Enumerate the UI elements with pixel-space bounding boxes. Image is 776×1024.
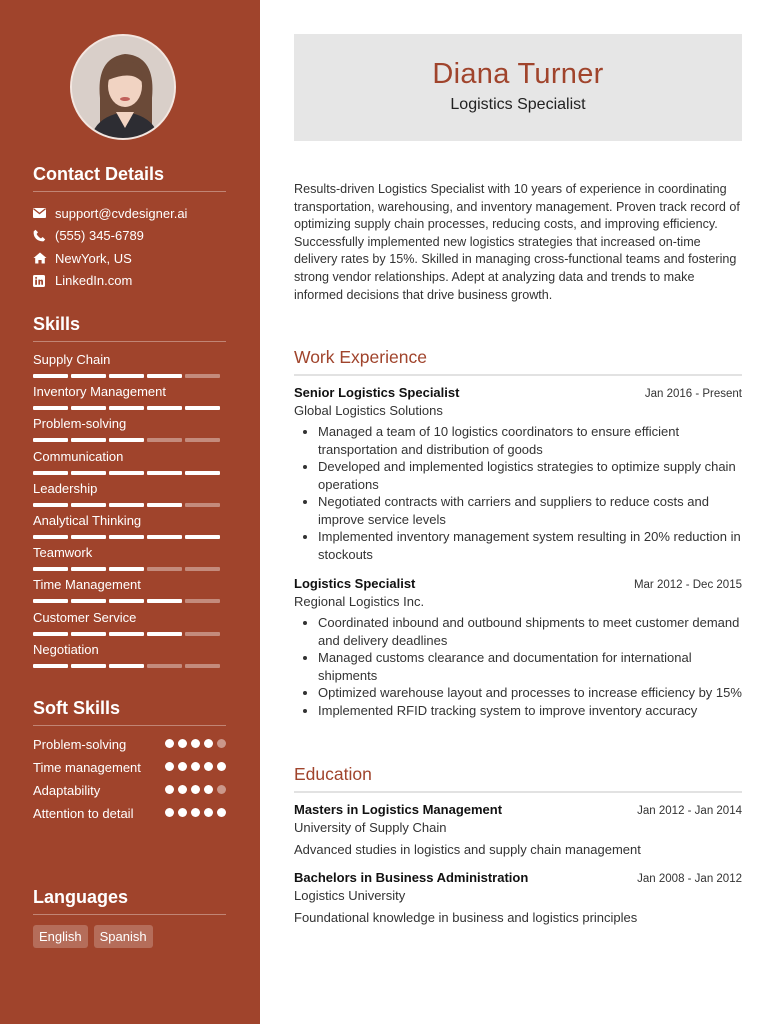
skill-name: Time Management: [33, 577, 141, 593]
education-title: Education: [294, 764, 742, 793]
contact-linkedin-text: LinkedIn.com: [55, 273, 133, 289]
skill-level-bar: [33, 406, 226, 410]
skill-level-segment: [109, 632, 144, 636]
skill-level-segment: [185, 535, 220, 539]
skill-level-segment: [33, 406, 68, 410]
skill-item: [33, 481, 226, 513]
rating-dot: [191, 785, 200, 794]
rating-dot: [191, 762, 200, 771]
contact-phone[interactable]: [33, 225, 226, 248]
contact-linkedin[interactable]: [33, 270, 226, 293]
skill-level-bar: [33, 374, 226, 378]
skill-level-segment: [33, 374, 68, 378]
education-dates: Jan 2008 - Jan 2012: [637, 873, 742, 885]
job-company: Regional Logistics Inc.: [294, 594, 425, 609]
skill-level-bar: [33, 567, 226, 571]
school-name: University of Supply Chain: [294, 820, 447, 835]
skills-title: Skills: [33, 314, 226, 342]
skill-level-segment: [185, 632, 220, 636]
skill-level-segment: [33, 438, 68, 442]
soft-skills-title: Soft Skills: [33, 698, 226, 726]
skill-level-segment: [147, 599, 182, 603]
rating-dot: [217, 808, 226, 817]
job-entry: [294, 385, 742, 563]
rating-dot: [204, 739, 213, 748]
skill-level-segment: [147, 567, 182, 571]
skill-level-segment: [147, 438, 182, 442]
job-dates: Jan 2016 - Present: [644, 388, 742, 400]
skill-level-segment: [71, 599, 106, 603]
profile-photo: [72, 36, 176, 140]
skill-item: [33, 610, 226, 642]
soft-skills-section: [33, 698, 226, 822]
skill-level-bar: [33, 471, 226, 475]
job-bullet: • Developed and implemented logistics strategies to optimize supply chain operations: [318, 458, 742, 493]
rating-dot: [191, 808, 200, 817]
job-bullet: • Managed a team of 10 logistics coordinators to ensure efficient transportation and distribution of goods: [318, 423, 742, 458]
skill-level-segment: [109, 374, 144, 378]
rating-dot: [178, 808, 187, 817]
skill-item: [33, 577, 226, 609]
skills-list: [33, 352, 226, 674]
job-bullet: • Negotiated contracts with carriers and suppliers to reduce costs and improve service levels: [318, 493, 742, 528]
summary-text: Results-driven Logistics Specialist with 10 years of experience in coordinating transportation, warehousing, and inventory management. Proven track record of optimizing supply chain processes, reducing costs, and improving efficiency. Successfully implemented new logistics strategies that increased on-time delivery rates by 15%. Skilled in managing cross-functional teams and fostering strong vendor relationships. Adept at analyzing data and trends to make informed decisions that drive business growth.: [294, 182, 740, 302]
language-tag: Spanish: [94, 925, 153, 948]
job-bullets: [294, 423, 742, 563]
skill-name: Customer Service: [33, 609, 137, 625]
skill-level-segment: [185, 471, 220, 475]
languages-section: [33, 887, 226, 948]
skill-level-segment: [33, 567, 68, 571]
skill-level-segment: [185, 374, 220, 378]
contact-phone-text: (555) 345-6789: [55, 228, 144, 244]
soft-skill-rating: [165, 739, 226, 748]
skill-item: [33, 545, 226, 577]
skill-level-segment: [147, 374, 182, 378]
rating-dot: [204, 808, 213, 817]
skill-level-bar: [33, 599, 226, 603]
school-name: Logistics University: [294, 888, 406, 903]
job-bullet: • Optimized warehouse layout and processes to increase efficiency by 15%: [318, 684, 742, 702]
skill-level-segment: [33, 535, 68, 539]
linkedin-icon: [33, 275, 55, 287]
skill-level-segment: [109, 471, 144, 475]
job-title: Senior Logistics Specialist: [294, 385, 460, 400]
candidate-name: Diana Turner: [432, 58, 604, 90]
skill-level-segment: [109, 664, 144, 668]
soft-skill-name: Problem-solving: [33, 737, 127, 752]
languages-title: Languages: [33, 887, 226, 915]
skill-level-segment: [71, 406, 106, 410]
name-header: [294, 34, 742, 141]
rating-dot: [165, 785, 174, 794]
avatar: [70, 34, 176, 140]
contact-email-text: support@cvdesigner.ai: [55, 205, 188, 221]
soft-skill-rating: [165, 808, 226, 817]
phone-icon: [33, 229, 55, 242]
soft-skill-item: [33, 736, 226, 753]
skill-level-segment: [71, 664, 106, 668]
rating-dot: [178, 739, 187, 748]
home-icon: [33, 252, 55, 264]
envelope-icon: [33, 208, 55, 218]
skill-level-segment: [147, 535, 182, 539]
skill-level-segment: [71, 567, 106, 571]
skill-name: Communication: [33, 448, 124, 464]
skill-level-bar: [33, 535, 226, 539]
skill-level-segment: [147, 406, 182, 410]
job-title: Logistics Specialist: [294, 576, 416, 591]
skill-level-segment: [71, 471, 106, 475]
skill-level-segment: [109, 503, 144, 507]
skill-level-segment: [147, 632, 182, 636]
rating-dot: [178, 762, 187, 771]
rating-dot: [217, 785, 226, 794]
skill-level-segment: [185, 438, 220, 442]
education-entry: [294, 870, 742, 925]
rating-dot: [165, 739, 174, 748]
skill-level-segment: [147, 503, 182, 507]
job-entry: [294, 576, 742, 719]
rating-dot: [191, 739, 200, 748]
skill-level-segment: [185, 406, 220, 410]
job-bullets: [294, 614, 742, 719]
rating-dot: [165, 762, 174, 771]
skills-section: [33, 314, 226, 674]
skill-level-segment: [147, 664, 182, 668]
skill-item: [33, 449, 226, 481]
degree-title: Masters in Logistics Management: [294, 802, 503, 817]
soft-skills-list: [33, 736, 226, 822]
job-bullet: • Implemented inventory management system resulting in 20% reduction in stockouts: [318, 528, 742, 563]
education-description: Advanced studies in logistics and supply chain management: [294, 842, 641, 857]
skill-level-segment: [185, 567, 220, 571]
skill-level-segment: [33, 664, 68, 668]
skill-level-segment: [33, 632, 68, 636]
skill-name: Leadership: [33, 480, 98, 496]
candidate-title: Logistics Specialist: [450, 96, 586, 113]
rating-dot: [204, 785, 213, 794]
rating-dot: [217, 762, 226, 771]
skill-level-segment: [185, 599, 220, 603]
skill-level-segment: [33, 599, 68, 603]
skill-level-segment: [71, 374, 106, 378]
skill-level-segment: [109, 535, 144, 539]
skill-level-segment: [33, 471, 68, 475]
soft-skill-name: Adaptability: [33, 783, 101, 798]
soft-skill-item: [33, 759, 226, 776]
skill-level-segment: [71, 503, 106, 507]
rating-dot: [204, 762, 213, 771]
job-company: Global Logistics Solutions: [294, 403, 443, 418]
skill-name: Problem-solving: [33, 416, 127, 432]
skill-level-bar: [33, 664, 226, 668]
skill-name: Inventory Management: [33, 384, 166, 400]
soft-skill-rating: [165, 785, 226, 794]
skill-name: Teamwork: [33, 545, 93, 561]
skill-level-segment: [109, 438, 144, 442]
soft-skill-name: Time management: [33, 760, 141, 775]
rating-dot: [178, 785, 187, 794]
skill-item: [33, 642, 226, 674]
contact-section: [33, 164, 226, 292]
contact-location-text: NewYork, US: [55, 250, 132, 266]
soft-skill-item: [33, 782, 226, 799]
education-entry: [294, 802, 742, 857]
work-experience-title: Work Experience: [294, 347, 742, 376]
skill-name: Supply Chain: [33, 352, 111, 367]
degree-title: Bachelors in Business Administration: [294, 870, 529, 885]
rating-dot: [165, 808, 174, 817]
language-tag: English: [33, 925, 88, 948]
skill-item: [33, 513, 226, 545]
soft-skill-item: [33, 805, 226, 822]
job-bullet: • Implemented RFID tracking system to improve inventory accuracy: [318, 702, 742, 720]
job-bullet: • Coordinated inbound and outbound shipments to meet customer demand and delivery deadlines: [318, 614, 742, 649]
job-bullet: • Managed customs clearance and documentation for international shipments: [318, 649, 742, 684]
skill-level-segment: [71, 535, 106, 539]
languages-list: [33, 925, 226, 948]
skill-level-segment: [109, 599, 144, 603]
education-dates: Jan 2012 - Jan 2014: [637, 805, 742, 817]
skill-level-bar: [33, 632, 226, 636]
skill-level-segment: [185, 503, 220, 507]
skill-level-bar: [33, 503, 226, 507]
contact-title: Contact Details: [33, 164, 226, 192]
skill-level-segment: [33, 503, 68, 507]
skill-item: [33, 416, 226, 448]
contact-email[interactable]: [33, 202, 226, 225]
skill-level-segment: [71, 438, 106, 442]
skill-level-segment: [109, 567, 144, 571]
contact-location: [33, 247, 226, 270]
soft-skill-name: Attention to detail: [33, 806, 134, 821]
skill-name: Analytical Thinking: [33, 512, 142, 528]
sidebar: [0, 0, 260, 1024]
soft-skill-rating: [165, 762, 226, 771]
skill-item: [33, 384, 226, 416]
education-description: Foundational knowledge in business and logistics principles: [294, 910, 638, 925]
job-dates: Mar 2012 - Dec 2015: [633, 579, 742, 591]
rating-dot: [217, 739, 226, 748]
skill-level-segment: [109, 406, 144, 410]
skill-level-segment: [71, 632, 106, 636]
skill-level-segment: [185, 664, 220, 668]
skill-item: [33, 352, 226, 384]
skill-level-segment: [147, 471, 182, 475]
skill-level-bar: [33, 438, 226, 442]
skill-name: Negotiation: [33, 641, 99, 657]
